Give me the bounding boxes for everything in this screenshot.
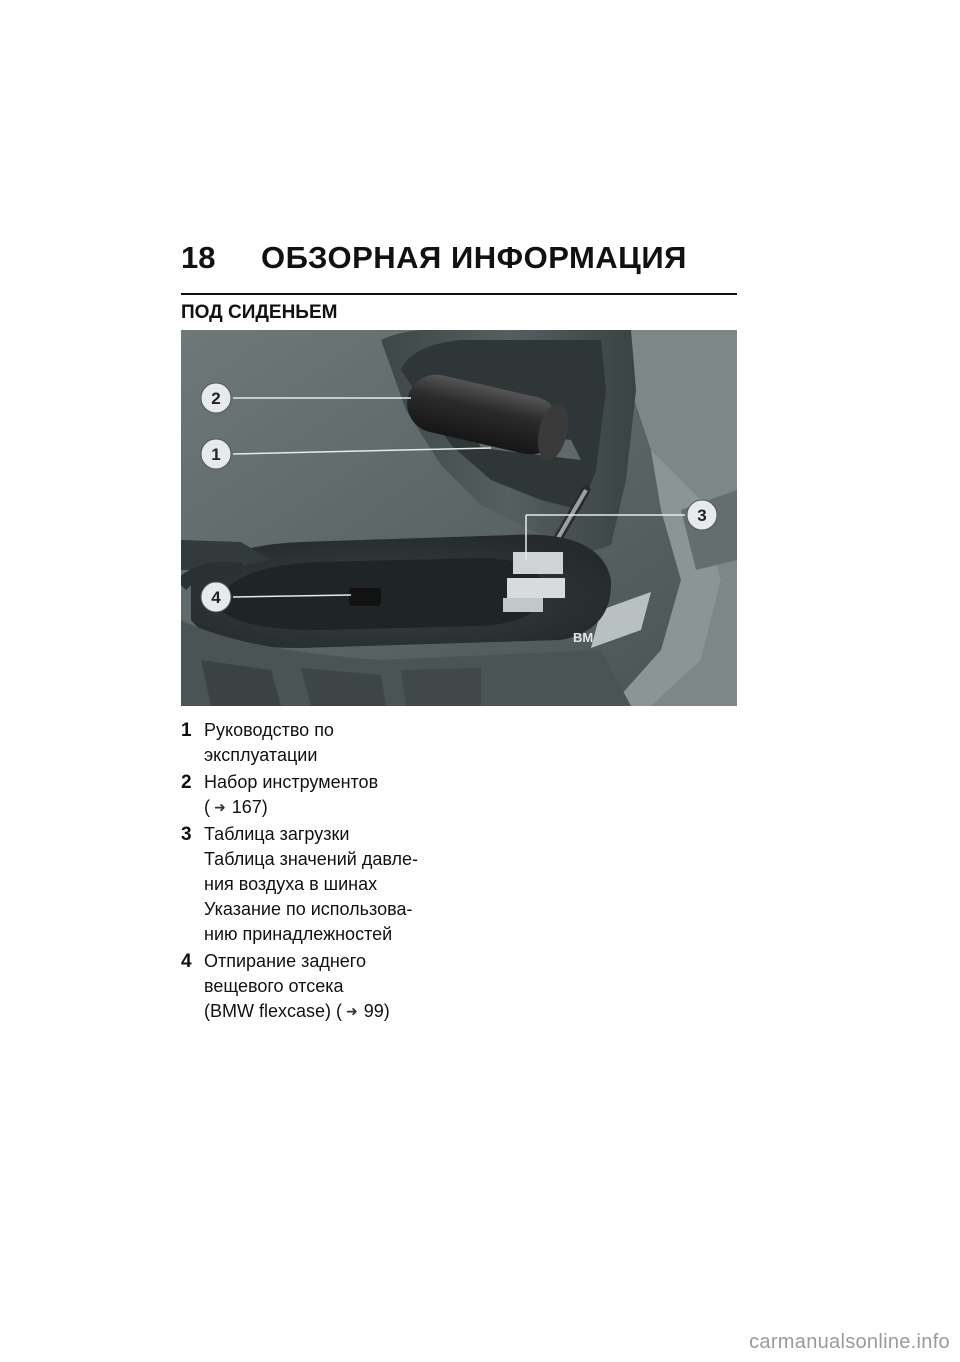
legend-text: Отпирание заднего bbox=[204, 951, 366, 971]
bmw-badge: BM bbox=[573, 630, 594, 645]
footer-watermark: carmanualsonline.info bbox=[749, 1331, 950, 1353]
legend-text: нию принадлежностей bbox=[204, 924, 393, 944]
legend-number: 2 bbox=[181, 772, 192, 793]
page-number: 18 bbox=[181, 240, 216, 275]
legend-text: вещевого отсека bbox=[204, 976, 344, 996]
callout-2 bbox=[201, 383, 231, 413]
under-seat-photo bbox=[181, 330, 737, 706]
callout-1-label: 1 bbox=[211, 445, 221, 464]
page-reference[interactable]: ( ➜ 167) bbox=[204, 795, 378, 820]
header-rule bbox=[181, 293, 737, 295]
arrow-right-icon: ➜ bbox=[214, 799, 226, 815]
legend-number: 1 bbox=[181, 720, 192, 741]
legend-text: Таблица значений давле- bbox=[204, 849, 418, 869]
callout-4 bbox=[201, 582, 231, 612]
callout-3 bbox=[687, 500, 717, 530]
callout-1 bbox=[201, 439, 231, 469]
page-link[interactable]: 167) bbox=[231, 797, 268, 817]
legend-text: ния воздуха в шинах bbox=[204, 874, 378, 894]
legend-item-1 bbox=[181, 718, 451, 768]
legend-number: 3 bbox=[181, 824, 192, 845]
legend-text: Набор инструментов bbox=[204, 772, 379, 792]
arrow-right-icon: ➜ bbox=[346, 1003, 358, 1019]
legend-number: 4 bbox=[181, 951, 192, 972]
legend-item-2 bbox=[181, 770, 451, 820]
section-title: ПОД СИДЕНЬЕМ bbox=[181, 302, 338, 323]
callout-3-label: 3 bbox=[697, 506, 707, 525]
legend-item-3 bbox=[181, 822, 451, 947]
callout-2-label: 2 bbox=[211, 389, 221, 408]
legend-list bbox=[181, 718, 451, 1026]
page-reference[interactable]: (BMW flexcase) ( ➜ 99) bbox=[204, 999, 390, 1024]
legend-text: Руководство по bbox=[204, 720, 334, 740]
legend-text: Указание по использова- bbox=[204, 899, 413, 919]
legend-text: эксплуатации bbox=[204, 745, 318, 765]
page-header bbox=[181, 240, 737, 276]
legend-item-4 bbox=[181, 949, 451, 1024]
chapter-title: ОБЗОРНАЯ ИНФОРМАЦИЯ bbox=[261, 240, 687, 275]
callout-4-label: 4 bbox=[211, 588, 221, 607]
legend-text: Таблица загрузки bbox=[204, 824, 350, 844]
page-link[interactable]: 99) bbox=[363, 1001, 390, 1021]
